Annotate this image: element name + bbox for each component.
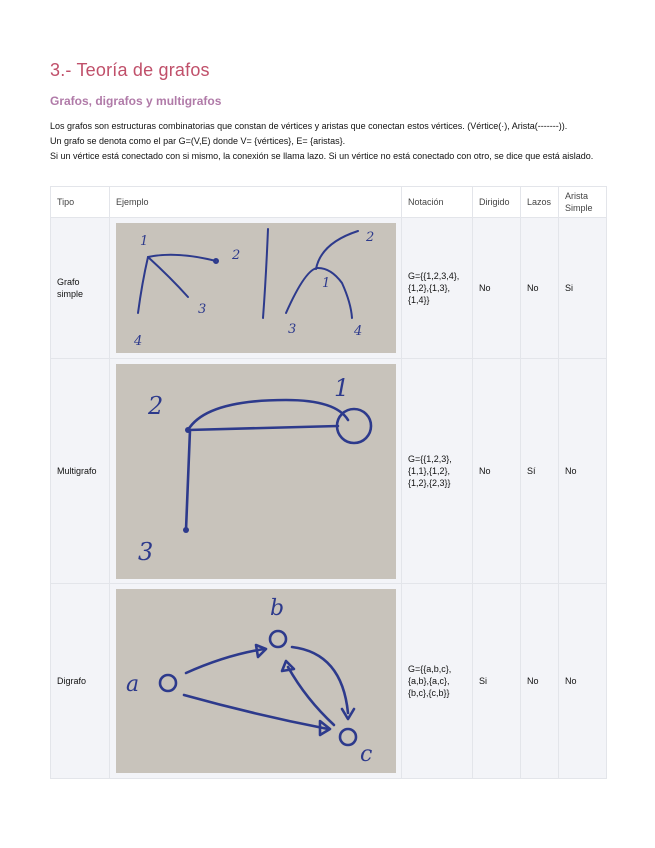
sketch-label: 1 (334, 373, 350, 402)
page-title: 3.- Teoría de grafos (50, 60, 210, 80)
header-notacion: Notación (402, 187, 473, 218)
sketch-label: 1 (322, 276, 331, 291)
intro-text (50, 119, 606, 164)
header-tipo: Tipo (51, 187, 110, 218)
sketch-label: 2 (232, 248, 241, 263)
cell-tipo: Digrafo (51, 584, 110, 779)
cell-dirigido: No (473, 359, 521, 584)
sketch-label: 4 (134, 334, 143, 349)
intro-paragraph-2: Un grafo se denota como el par G=(V,E) donde V= {vértices}, E= {aristas}. (50, 136, 346, 146)
section-subtitle: Grafos, digrafos y multigrafos (50, 94, 222, 108)
header-lazos: Lazos (521, 187, 559, 218)
cell-lazos: No (521, 584, 559, 779)
cell-notacion: G={{a,b,c},{a,b},{a,c},{b,c},{c,b}} (402, 584, 473, 779)
graph-sketch-digraph (116, 589, 396, 773)
sketch-label: 4 (354, 324, 363, 339)
cell-ejemplo (110, 584, 402, 779)
header-arista-simple: Arista Simple (559, 187, 607, 218)
table-row (51, 584, 607, 779)
table-row (51, 359, 607, 584)
intro-paragraph-1: Los grafos son estructuras combinatorias que constan de vértices y aristas que conectan estos vértices. (Vértice(·), Arista(-------)). (50, 121, 568, 131)
cell-ejemplo (110, 218, 402, 359)
sketch-label: 3 (138, 537, 154, 566)
table-header-row (51, 187, 607, 218)
header-ejemplo: Ejemplo (110, 187, 402, 218)
header-dirigido: Dirigido (473, 187, 521, 218)
cell-dirigido: No (473, 218, 521, 359)
sketch-label: 3 (198, 302, 207, 317)
cell-tipo: Grafo simple (51, 218, 110, 359)
sketch-label: 1 (140, 234, 149, 249)
cell-arista-simple: No (559, 584, 607, 779)
intro-paragraph-3: Si un vértice está conectado con si mismo, la conexión se llama lazo. Si un vértice no está conectado con otro, se dice que está aislado. (50, 151, 594, 161)
graph-sketch-multigraph (116, 364, 396, 579)
sketch-label: a (126, 672, 140, 697)
cell-notacion: G={{1,2,3,4},{1,2},{1,3},{1,4}} (402, 218, 473, 359)
sketch-label: 3 (288, 322, 297, 337)
cell-notacion: G={{1,2,3},{1,1},{1,2},{1,2},{2,3}} (402, 359, 473, 584)
cell-tipo: Multigrafo (51, 359, 110, 584)
cell-ejemplo (110, 359, 402, 584)
sketch-label: c (360, 742, 373, 767)
graph-sketch-simple (116, 223, 396, 353)
sketch-label: 2 (148, 391, 164, 420)
cell-lazos: Sí (521, 359, 559, 584)
cell-dirigido: Si (473, 584, 521, 779)
cell-arista-simple: Si (559, 218, 607, 359)
table-row (51, 218, 607, 359)
cell-lazos: No (521, 218, 559, 359)
sketch-label: b (270, 596, 285, 621)
graph-types-table (50, 186, 607, 779)
sketch-label: 2 (366, 230, 375, 245)
cell-arista-simple: No (559, 359, 607, 584)
